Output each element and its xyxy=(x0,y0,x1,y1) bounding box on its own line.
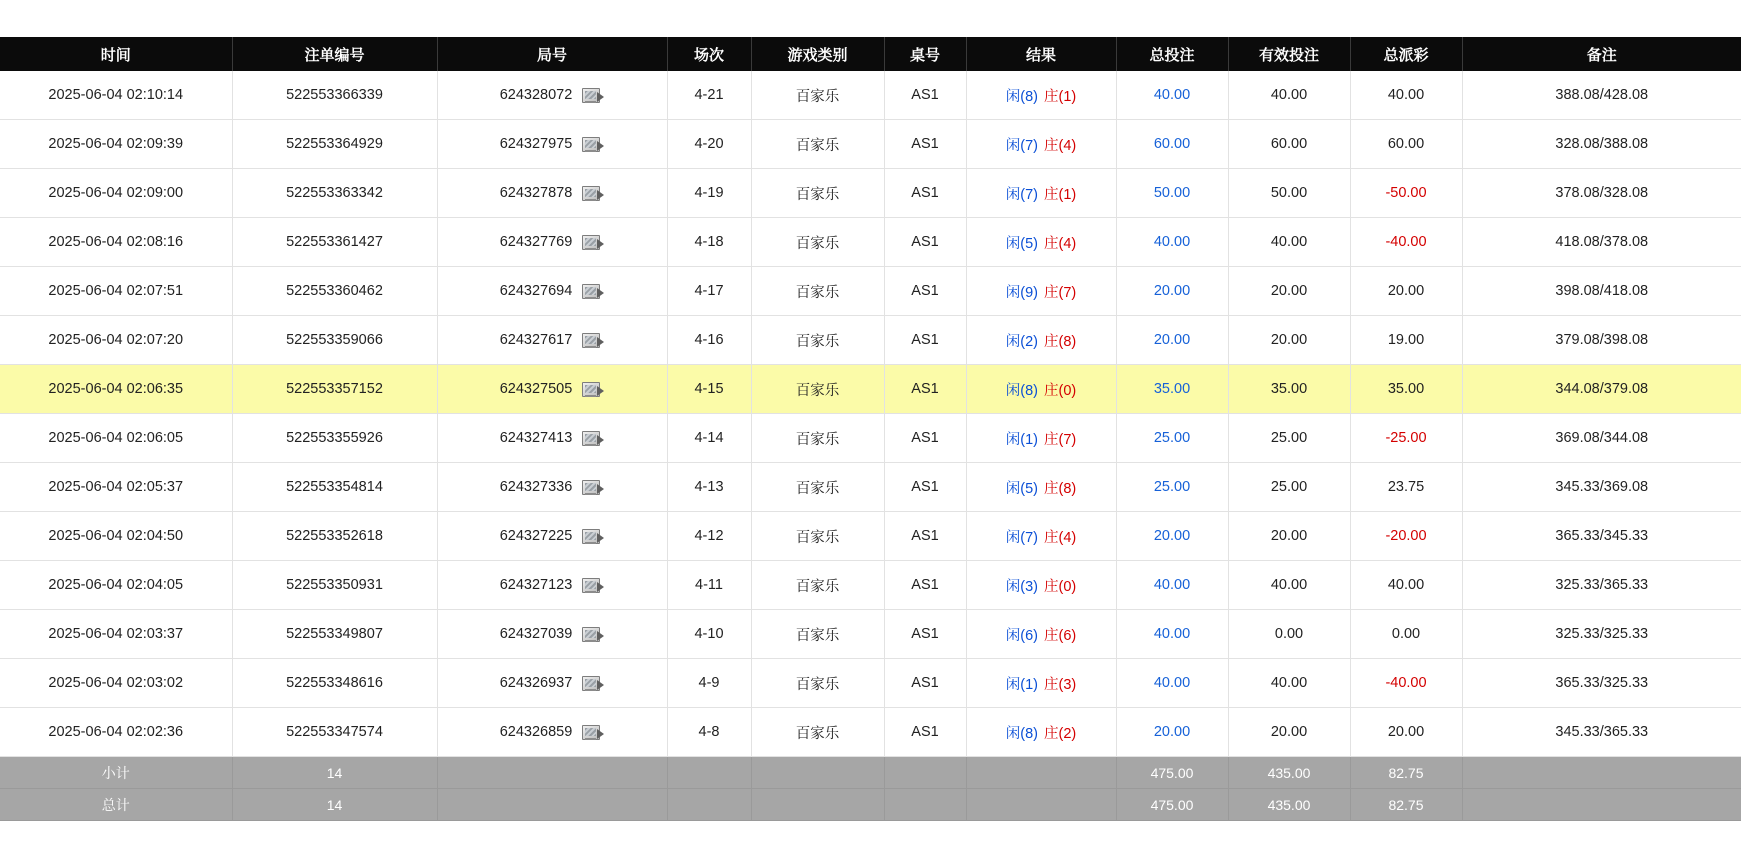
round-no-text: 624327123 xyxy=(499,577,573,593)
cell-time: 2025-06-04 02:04:05 xyxy=(0,561,232,610)
round-no-text: 624327039 xyxy=(499,626,573,642)
cell-result xyxy=(966,120,1116,169)
cell-shift: 4-12 xyxy=(667,512,751,561)
summary-count: 14 xyxy=(232,789,437,821)
summary-blank-shift xyxy=(667,757,751,789)
summary-total-bet: 475.00 xyxy=(1116,757,1228,789)
cell-round-no xyxy=(437,120,667,169)
cell-game-type: 百家乐 xyxy=(751,512,884,561)
cell-payout xyxy=(1350,659,1462,708)
cell-payout xyxy=(1350,561,1462,610)
cell-remark: 345.33/369.08 xyxy=(1462,463,1741,512)
video-play-icon[interactable] xyxy=(582,479,604,496)
round-no-text: 624327878 xyxy=(499,185,573,201)
result-banker: 庄(2) xyxy=(1044,725,1077,742)
cell-valid-bet: 40.00 xyxy=(1228,561,1350,610)
summary-blank-result xyxy=(966,789,1116,821)
table-row[interactable] xyxy=(0,316,1741,365)
video-play-icon[interactable] xyxy=(582,577,604,594)
result-player: 闲(3) xyxy=(1005,578,1038,595)
cell-time: 2025-06-04 02:09:39 xyxy=(0,120,232,169)
cell-time: 2025-06-04 02:10:14 xyxy=(0,71,232,120)
result-player: 闲(9) xyxy=(1005,284,1038,301)
round-no-text: 624327225 xyxy=(499,528,573,544)
summary-valid-bet: 435.00 xyxy=(1228,757,1350,789)
cell-shift: 4-15 xyxy=(667,365,751,414)
cell-remark: 365.33/325.33 xyxy=(1462,659,1741,708)
cell-shift: 4-19 xyxy=(667,169,751,218)
cell-round-no xyxy=(437,169,667,218)
round-no-text: 624327975 xyxy=(499,136,573,152)
payout-amount: -25.00 xyxy=(1385,430,1427,446)
cell-valid-bet: 20.00 xyxy=(1228,708,1350,757)
cell-time: 2025-06-04 02:05:37 xyxy=(0,463,232,512)
total-bet-amount[interactable]: 60.00 xyxy=(1153,136,1191,152)
cell-round-no xyxy=(437,708,667,757)
cell-remark: 344.08/379.08 xyxy=(1462,365,1741,414)
cell-bet-id: 522553364929 xyxy=(232,120,437,169)
cell-bet-id: 522553352618 xyxy=(232,512,437,561)
cell-valid-bet: 40.00 xyxy=(1228,71,1350,120)
summary-count: 14 xyxy=(232,757,437,789)
cell-payout xyxy=(1350,610,1462,659)
cell-bet-id: 522553347574 xyxy=(232,708,437,757)
result-player: 闲(2) xyxy=(1005,333,1038,350)
result-player: 闲(8) xyxy=(1005,725,1038,742)
result-banker: 庄(8) xyxy=(1044,480,1077,497)
video-play-icon[interactable] xyxy=(582,430,604,447)
cell-time: 2025-06-04 02:07:51 xyxy=(0,267,232,316)
video-play-icon[interactable] xyxy=(582,87,604,104)
cell-valid-bet: 20.00 xyxy=(1228,316,1350,365)
summary-blank-round xyxy=(437,757,667,789)
cell-round-no xyxy=(437,610,667,659)
cell-table-no: AS1 xyxy=(884,169,966,218)
cell-bet-id: 522553354814 xyxy=(232,463,437,512)
column-header-shift[interactable]: 场次 xyxy=(667,37,751,71)
cell-valid-bet: 20.00 xyxy=(1228,267,1350,316)
summary-blank-shift xyxy=(667,789,751,821)
video-play-icon[interactable] xyxy=(582,332,604,349)
table-header-row xyxy=(0,37,1741,71)
cell-round-no xyxy=(437,365,667,414)
cell-game-type: 百家乐 xyxy=(751,169,884,218)
cell-payout xyxy=(1350,218,1462,267)
cell-time: 2025-06-04 02:03:02 xyxy=(0,659,232,708)
result-player: 闲(1) xyxy=(1005,431,1038,448)
cell-time: 2025-06-04 02:04:50 xyxy=(0,512,232,561)
cell-payout xyxy=(1350,120,1462,169)
cell-total-bet xyxy=(1116,120,1228,169)
cell-shift: 4-13 xyxy=(667,463,751,512)
cell-bet-id: 522553357152 xyxy=(232,365,437,414)
cell-game-type: 百家乐 xyxy=(751,463,884,512)
cell-total-bet xyxy=(1116,316,1228,365)
column-header-table-no[interactable]: 桌号 xyxy=(884,37,966,71)
cell-shift: 4-18 xyxy=(667,218,751,267)
payout-amount: 40.00 xyxy=(1387,87,1425,103)
total-bet-amount[interactable]: 20.00 xyxy=(1153,724,1191,740)
cell-payout xyxy=(1350,169,1462,218)
cell-game-type: 百家乐 xyxy=(751,71,884,120)
cell-result xyxy=(966,610,1116,659)
grandtotal-row xyxy=(0,789,1741,821)
cell-shift: 4-8 xyxy=(667,708,751,757)
result-player: 闲(5) xyxy=(1005,235,1038,252)
round-no-text: 624326937 xyxy=(499,675,573,691)
result-banker: 庄(4) xyxy=(1044,235,1077,252)
cell-payout xyxy=(1350,71,1462,120)
result-player: 闲(1) xyxy=(1005,676,1038,693)
cell-total-bet xyxy=(1116,71,1228,120)
cell-result xyxy=(966,463,1116,512)
column-header-round-no[interactable]: 局号 xyxy=(437,37,667,71)
table-row[interactable] xyxy=(0,512,1741,561)
cell-valid-bet: 40.00 xyxy=(1228,218,1350,267)
cell-total-bet xyxy=(1116,463,1228,512)
summary-label: 小计 xyxy=(0,757,232,789)
summary-blank-result xyxy=(966,757,1116,789)
video-play-icon[interactable] xyxy=(582,724,604,741)
video-play-icon[interactable] xyxy=(582,283,604,300)
result-banker: 庄(6) xyxy=(1044,627,1077,644)
payout-amount: 60.00 xyxy=(1387,136,1425,152)
cell-total-bet xyxy=(1116,169,1228,218)
cell-remark: 345.33/365.33 xyxy=(1462,708,1741,757)
result-banker: 庄(0) xyxy=(1044,578,1077,595)
column-header-valid-bet[interactable]: 有效投注 xyxy=(1228,37,1350,71)
video-play-icon[interactable] xyxy=(582,234,604,251)
payout-amount: -40.00 xyxy=(1385,234,1427,250)
payout-amount: 23.75 xyxy=(1387,479,1425,495)
round-no-text: 624327413 xyxy=(499,430,573,446)
cell-valid-bet: 35.00 xyxy=(1228,365,1350,414)
result-banker: 庄(3) xyxy=(1044,676,1077,693)
cell-remark: 325.33/365.33 xyxy=(1462,561,1741,610)
round-no-text: 624327769 xyxy=(499,234,573,250)
result-player: 闲(7) xyxy=(1005,186,1038,203)
cell-valid-bet: 40.00 xyxy=(1228,659,1350,708)
cell-result xyxy=(966,316,1116,365)
cell-payout xyxy=(1350,463,1462,512)
cell-table-no: AS1 xyxy=(884,414,966,463)
table-row[interactable] xyxy=(0,708,1741,757)
cell-valid-bet: 25.00 xyxy=(1228,414,1350,463)
cell-shift: 4-21 xyxy=(667,71,751,120)
cell-game-type: 百家乐 xyxy=(751,365,884,414)
total-bet-amount[interactable]: 40.00 xyxy=(1153,234,1191,250)
cell-round-no xyxy=(437,561,667,610)
total-bet-amount[interactable]: 25.00 xyxy=(1153,479,1191,495)
cell-table-no: AS1 xyxy=(884,316,966,365)
cell-round-no xyxy=(437,463,667,512)
cell-valid-bet: 20.00 xyxy=(1228,512,1350,561)
table-row[interactable] xyxy=(0,659,1741,708)
table-row[interactable] xyxy=(0,218,1741,267)
bet-history-table-container xyxy=(0,37,1741,821)
summary-blank-round xyxy=(437,789,667,821)
video-play-icon[interactable] xyxy=(582,136,604,153)
result-player: 闲(7) xyxy=(1005,529,1038,546)
cell-total-bet xyxy=(1116,708,1228,757)
cell-remark: 418.08/378.08 xyxy=(1462,218,1741,267)
cell-time: 2025-06-04 02:08:16 xyxy=(0,218,232,267)
cell-table-no: AS1 xyxy=(884,120,966,169)
cell-remark: 378.08/328.08 xyxy=(1462,169,1741,218)
video-play-icon[interactable] xyxy=(582,626,604,643)
summary-blank-gametype xyxy=(751,789,884,821)
cell-total-bet xyxy=(1116,561,1228,610)
payout-amount: 19.00 xyxy=(1387,332,1425,348)
table-row[interactable] xyxy=(0,169,1741,218)
total-bet-amount[interactable]: 40.00 xyxy=(1153,626,1191,642)
cell-total-bet xyxy=(1116,610,1228,659)
total-bet-amount[interactable]: 20.00 xyxy=(1153,528,1191,544)
summary-blank-gametype xyxy=(751,757,884,789)
cell-game-type: 百家乐 xyxy=(751,610,884,659)
total-bet-amount[interactable]: 35.00 xyxy=(1153,381,1191,397)
cell-table-no: AS1 xyxy=(884,365,966,414)
cell-remark: 369.08/344.08 xyxy=(1462,414,1741,463)
cell-result xyxy=(966,71,1116,120)
cell-shift: 4-16 xyxy=(667,316,751,365)
summary-blank-tableno xyxy=(884,789,966,821)
cell-total-bet xyxy=(1116,512,1228,561)
cell-round-no xyxy=(437,218,667,267)
cell-result xyxy=(966,414,1116,463)
summary-payout: 82.75 xyxy=(1350,757,1462,789)
table-row[interactable] xyxy=(0,463,1741,512)
cell-bet-id: 522553349807 xyxy=(232,610,437,659)
cell-remark: 388.08/428.08 xyxy=(1462,71,1741,120)
result-banker: 庄(1) xyxy=(1044,88,1077,105)
cell-payout xyxy=(1350,512,1462,561)
round-no-text: 624327336 xyxy=(499,479,573,495)
cell-payout xyxy=(1350,708,1462,757)
cell-valid-bet: 25.00 xyxy=(1228,463,1350,512)
cell-result xyxy=(966,659,1116,708)
cell-remark: 325.33/325.33 xyxy=(1462,610,1741,659)
cell-time: 2025-06-04 02:03:37 xyxy=(0,610,232,659)
table-row[interactable] xyxy=(0,120,1741,169)
cell-bet-id: 522553361427 xyxy=(232,218,437,267)
video-play-icon[interactable] xyxy=(582,675,604,692)
summary-blank-remark xyxy=(1462,789,1741,821)
cell-shift: 4-10 xyxy=(667,610,751,659)
result-banker: 庄(4) xyxy=(1044,137,1077,154)
result-player: 闲(7) xyxy=(1005,137,1038,154)
cell-total-bet xyxy=(1116,659,1228,708)
cell-valid-bet: 60.00 xyxy=(1228,120,1350,169)
result-banker: 庄(1) xyxy=(1044,186,1077,203)
column-header-payout[interactable]: 总派彩 xyxy=(1350,37,1462,71)
cell-result xyxy=(966,267,1116,316)
cell-result xyxy=(966,365,1116,414)
column-header-result[interactable]: 结果 xyxy=(966,37,1116,71)
cell-game-type: 百家乐 xyxy=(751,316,884,365)
result-player: 闲(5) xyxy=(1005,480,1038,497)
cell-table-no: AS1 xyxy=(884,512,966,561)
cell-bet-id: 522553359066 xyxy=(232,316,437,365)
cell-table-no: AS1 xyxy=(884,218,966,267)
cell-game-type: 百家乐 xyxy=(751,561,884,610)
payout-amount: 0.00 xyxy=(1391,626,1421,642)
cell-game-type: 百家乐 xyxy=(751,218,884,267)
result-banker: 庄(7) xyxy=(1044,284,1077,301)
result-player: 闲(6) xyxy=(1005,627,1038,644)
column-header-bet-id[interactable]: 注单编号 xyxy=(232,37,437,71)
cell-bet-id: 522553350931 xyxy=(232,561,437,610)
round-no-text: 624328072 xyxy=(499,87,573,103)
cell-remark: 365.33/345.33 xyxy=(1462,512,1741,561)
result-banker: 庄(7) xyxy=(1044,431,1077,448)
cell-result xyxy=(966,708,1116,757)
total-bet-amount[interactable]: 25.00 xyxy=(1153,430,1191,446)
table-row[interactable] xyxy=(0,71,1741,120)
column-header-time[interactable]: 时间 xyxy=(0,37,232,71)
cell-shift: 4-20 xyxy=(667,120,751,169)
cell-table-no: AS1 xyxy=(884,561,966,610)
cell-valid-bet: 0.00 xyxy=(1228,610,1350,659)
column-header-total-bet[interactable]: 总投注 xyxy=(1116,37,1228,71)
cell-remark: 379.08/398.08 xyxy=(1462,316,1741,365)
summary-label: 总计 xyxy=(0,789,232,821)
total-bet-amount[interactable]: 40.00 xyxy=(1153,87,1191,103)
cell-result xyxy=(966,561,1116,610)
cell-table-no: AS1 xyxy=(884,267,966,316)
cell-table-no: AS1 xyxy=(884,610,966,659)
cell-bet-id: 522553366339 xyxy=(232,71,437,120)
video-play-icon[interactable] xyxy=(582,185,604,202)
cell-table-no: AS1 xyxy=(884,708,966,757)
cell-round-no xyxy=(437,659,667,708)
payout-amount: -50.00 xyxy=(1385,185,1427,201)
cell-game-type: 百家乐 xyxy=(751,659,884,708)
table-row[interactable] xyxy=(0,610,1741,659)
cell-round-no xyxy=(437,267,667,316)
cell-table-no: AS1 xyxy=(884,463,966,512)
cell-payout xyxy=(1350,316,1462,365)
total-bet-amount[interactable]: 40.00 xyxy=(1153,675,1191,691)
result-banker: 庄(0) xyxy=(1044,382,1077,399)
cell-remark: 398.08/418.08 xyxy=(1462,267,1741,316)
cell-bet-id: 522553348616 xyxy=(232,659,437,708)
payout-amount: 35.00 xyxy=(1387,381,1425,397)
column-header-remark[interactable]: 备注 xyxy=(1462,37,1741,71)
cell-shift: 4-14 xyxy=(667,414,751,463)
payout-amount: 20.00 xyxy=(1387,724,1425,740)
cell-time: 2025-06-04 02:07:20 xyxy=(0,316,232,365)
column-header-game-type[interactable]: 游戏类别 xyxy=(751,37,884,71)
payout-amount: -40.00 xyxy=(1385,675,1427,691)
cell-result xyxy=(966,169,1116,218)
video-play-icon[interactable] xyxy=(582,381,604,398)
cell-game-type: 百家乐 xyxy=(751,414,884,463)
cell-payout xyxy=(1350,414,1462,463)
total-bet-amount[interactable]: 20.00 xyxy=(1153,332,1191,348)
round-no-text: 624326859 xyxy=(499,724,573,740)
cell-game-type: 百家乐 xyxy=(751,708,884,757)
subtotal-row xyxy=(0,757,1741,789)
cell-total-bet xyxy=(1116,218,1228,267)
cell-time: 2025-06-04 02:09:00 xyxy=(0,169,232,218)
cell-time: 2025-06-04 02:06:05 xyxy=(0,414,232,463)
payout-amount: -20.00 xyxy=(1385,528,1427,544)
cell-total-bet xyxy=(1116,414,1228,463)
result-banker: 庄(8) xyxy=(1044,333,1077,350)
cell-result xyxy=(966,512,1116,561)
cell-game-type: 百家乐 xyxy=(751,120,884,169)
cell-time: 2025-06-04 02:06:35 xyxy=(0,365,232,414)
cell-payout xyxy=(1350,365,1462,414)
total-bet-amount[interactable]: 20.00 xyxy=(1153,283,1191,299)
table-row[interactable] xyxy=(0,414,1741,463)
total-bet-amount[interactable]: 50.00 xyxy=(1153,185,1191,201)
summary-total-bet: 475.00 xyxy=(1116,789,1228,821)
cell-total-bet xyxy=(1116,267,1228,316)
result-player: 闲(8) xyxy=(1005,88,1038,105)
summary-blank-tableno xyxy=(884,757,966,789)
table-row[interactable] xyxy=(0,365,1741,414)
cell-total-bet xyxy=(1116,365,1228,414)
table-row[interactable] xyxy=(0,561,1741,610)
round-no-text: 624327694 xyxy=(499,283,573,299)
cell-bet-id: 522553363342 xyxy=(232,169,437,218)
summary-valid-bet: 435.00 xyxy=(1228,789,1350,821)
cell-shift: 4-9 xyxy=(667,659,751,708)
summary-payout: 82.75 xyxy=(1350,789,1462,821)
cell-bet-id: 522553360462 xyxy=(232,267,437,316)
cell-table-no: AS1 xyxy=(884,71,966,120)
bet-history-table xyxy=(0,37,1741,821)
round-no-text: 624327505 xyxy=(499,381,573,397)
result-banker: 庄(4) xyxy=(1044,529,1077,546)
cell-round-no xyxy=(437,316,667,365)
result-player: 闲(8) xyxy=(1005,382,1038,399)
cell-shift: 4-17 xyxy=(667,267,751,316)
total-bet-amount[interactable]: 40.00 xyxy=(1153,577,1191,593)
cell-time: 2025-06-04 02:02:36 xyxy=(0,708,232,757)
round-no-text: 624327617 xyxy=(499,332,573,348)
cell-remark: 328.08/388.08 xyxy=(1462,120,1741,169)
cell-bet-id: 522553355926 xyxy=(232,414,437,463)
cell-payout xyxy=(1350,267,1462,316)
table-row[interactable] xyxy=(0,267,1741,316)
payout-amount: 20.00 xyxy=(1387,283,1425,299)
cell-result xyxy=(966,218,1116,267)
cell-round-no xyxy=(437,71,667,120)
payout-amount: 40.00 xyxy=(1387,577,1425,593)
cell-round-no xyxy=(437,512,667,561)
cell-valid-bet: 50.00 xyxy=(1228,169,1350,218)
summary-blank-remark xyxy=(1462,757,1741,789)
table-body xyxy=(0,71,1741,821)
cell-round-no xyxy=(437,414,667,463)
cell-game-type: 百家乐 xyxy=(751,267,884,316)
video-play-icon[interactable] xyxy=(582,528,604,545)
cell-shift: 4-11 xyxy=(667,561,751,610)
cell-table-no: AS1 xyxy=(884,659,966,708)
